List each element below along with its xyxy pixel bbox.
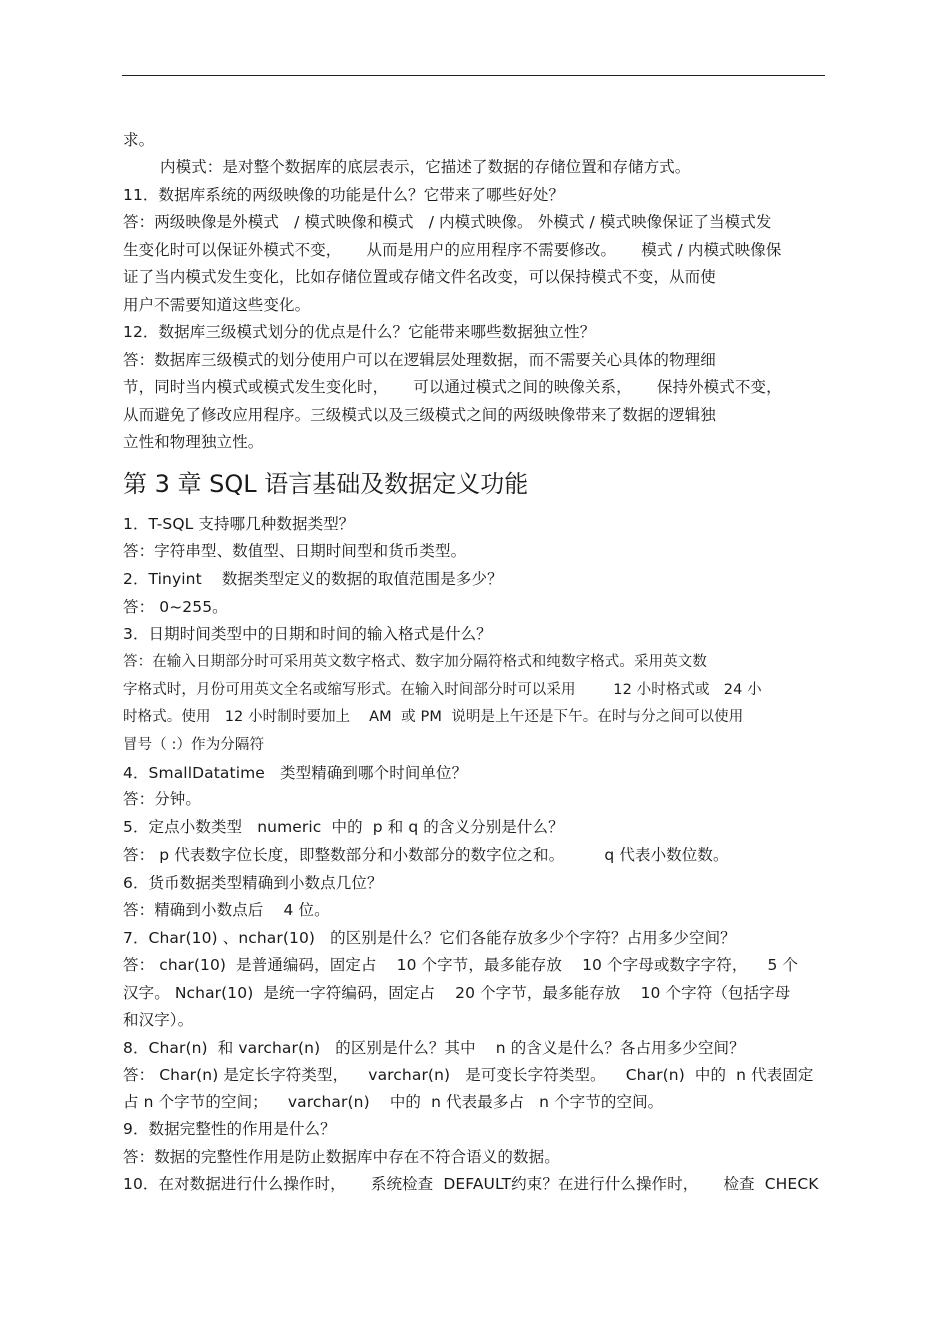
question-line: 10．在对数据进行什么操作时， 系统检查 DEFAULT约束？在进行什么操作时， 检查 CHECK bbox=[123, 1175, 819, 1193]
answer-line: 用户不需要知道这些变化。 bbox=[123, 296, 311, 314]
answer-line: 生变化时可以保证外模式不变， 从而是用户的应用程序不需要修改。 模式 / 内模式映像保 bbox=[123, 241, 782, 259]
answer-line: 占 n 个字节的空间； varchar(n) 中的 n 代表最多占 n 个字节的空间。 bbox=[123, 1093, 664, 1111]
answer-line: 答： 0~255。 bbox=[123, 598, 228, 616]
question-line: 11．数据库系统的两级映像的功能是什么？它带来了哪些好处？ bbox=[123, 186, 565, 204]
chapter-heading: 第 3 章 SQL 语言基础及数据定义功能 bbox=[123, 470, 529, 498]
question-line: 4．SmallDatatime 类型精确到哪个时间单位？ bbox=[123, 764, 468, 782]
answer-line: 答：在输入日期部分时可采用英文数字格式、数字加分隔符格式和纯数字格式。采用英文数 bbox=[123, 654, 707, 670]
answer-line: 冒号（ :）作为分隔符 bbox=[123, 737, 265, 753]
answer-line: 从而避免了修改应用程序。三级模式以及三级模式之间的两级映像带来了数据的逻辑独 bbox=[123, 406, 716, 424]
question-line: 8．Char(n) 和 varchar(n) 的区别是什么？其中 n 的含义是什么？各占用多少空间？ bbox=[123, 1039, 745, 1057]
answer-line: 答： Char(n) 是定长字符类型， varchar(n) 是可变长字符类型。 Char(n) 中的 n 代表固定 bbox=[123, 1066, 814, 1084]
answer-line: 证了当内模式发生变化，比如存储位置或存储文件名改变，可以保持模式不变，从而使 bbox=[123, 268, 716, 286]
header-rule bbox=[122, 75, 825, 76]
answer-line: 节，同时当内模式或模式发生变化时， 可以通过模式之间的映像关系， 保持外模式不变， bbox=[123, 378, 782, 396]
answer-line: 答：字符串型、数值型、日期时间型和货币类型。 bbox=[123, 542, 467, 560]
question-line: 1．T-SQL 支持哪几种数据类型？ bbox=[123, 515, 355, 533]
question-line: 12．数据库三级模式划分的优点是什么？它能带来哪些数据独立性？ bbox=[123, 323, 596, 341]
question-line: 9．数据完整性的作用是什么？ bbox=[123, 1120, 336, 1138]
text-line: 内模式：是对整个数据库的底层表示，它描述了数据的存储位置和存储方式。 bbox=[160, 158, 691, 176]
question-line: 5．定点小数类型 numeric 中的 p 和 q 的含义分别是什么？ bbox=[123, 818, 564, 836]
answer-line: 答：数据库三级模式的划分使用户可以在逻辑层处理数据，而不需要关心具体的物理细 bbox=[123, 351, 716, 369]
answer-line: 答：两级映像是外模式 / 模式映像和模式 / 内模式映像。 外模式 / 模式映像保证了当模式发 bbox=[123, 213, 772, 231]
answer-line: 答：数据的完整性作用是防止数据库中存在不符合语义的数据。 bbox=[123, 1148, 560, 1166]
question-line: 7．Char(10) 、nchar(10) 的区别是什么？它们各能存放多少个字符？占用多少空间？ bbox=[123, 929, 736, 947]
answer-line: 答：分钟。 bbox=[123, 790, 202, 808]
answer-line: 立性和物理独立性。 bbox=[123, 433, 264, 451]
question-line: 2．Tinyint 数据类型定义的数据的取值范围是多少？ bbox=[123, 570, 503, 588]
answer-line: 答： p 代表数字位长度，即整数部分和小数部分的数字位之和。 q 代表小数位数。 bbox=[123, 846, 729, 864]
answer-line: 答：精确到小数点后 4 位。 bbox=[123, 901, 330, 919]
text-line: 求。 bbox=[123, 131, 155, 149]
question-line: 3．日期时间类型中的日期和时间的输入格式是什么？ bbox=[123, 625, 492, 643]
answer-line: 汉字。 Nchar(10) 是统一字符编码，固定占 20 个字节，最多能存放 10 个字符（包括字母 bbox=[123, 984, 791, 1002]
answer-line: 字格式时，月份可用英文全名或缩写形式。在输入时间部分时可以采用 12 小时格式或 24 小 bbox=[123, 682, 762, 698]
answer-line: 和汉字）。 bbox=[123, 1011, 194, 1029]
answer-line: 时格式。使用 12 小时制时要加上 AM 或 PM 说明是上午还是下午。在时与分之间可以使用 bbox=[123, 709, 744, 725]
answer-line: 答： char(10) 是普通编码，固定占 10 个字节，最多能存放 10 个字母或数字字符， 5 个 bbox=[123, 956, 799, 974]
question-line: 6．货币数据类型精确到小数点几位？ bbox=[123, 874, 383, 892]
